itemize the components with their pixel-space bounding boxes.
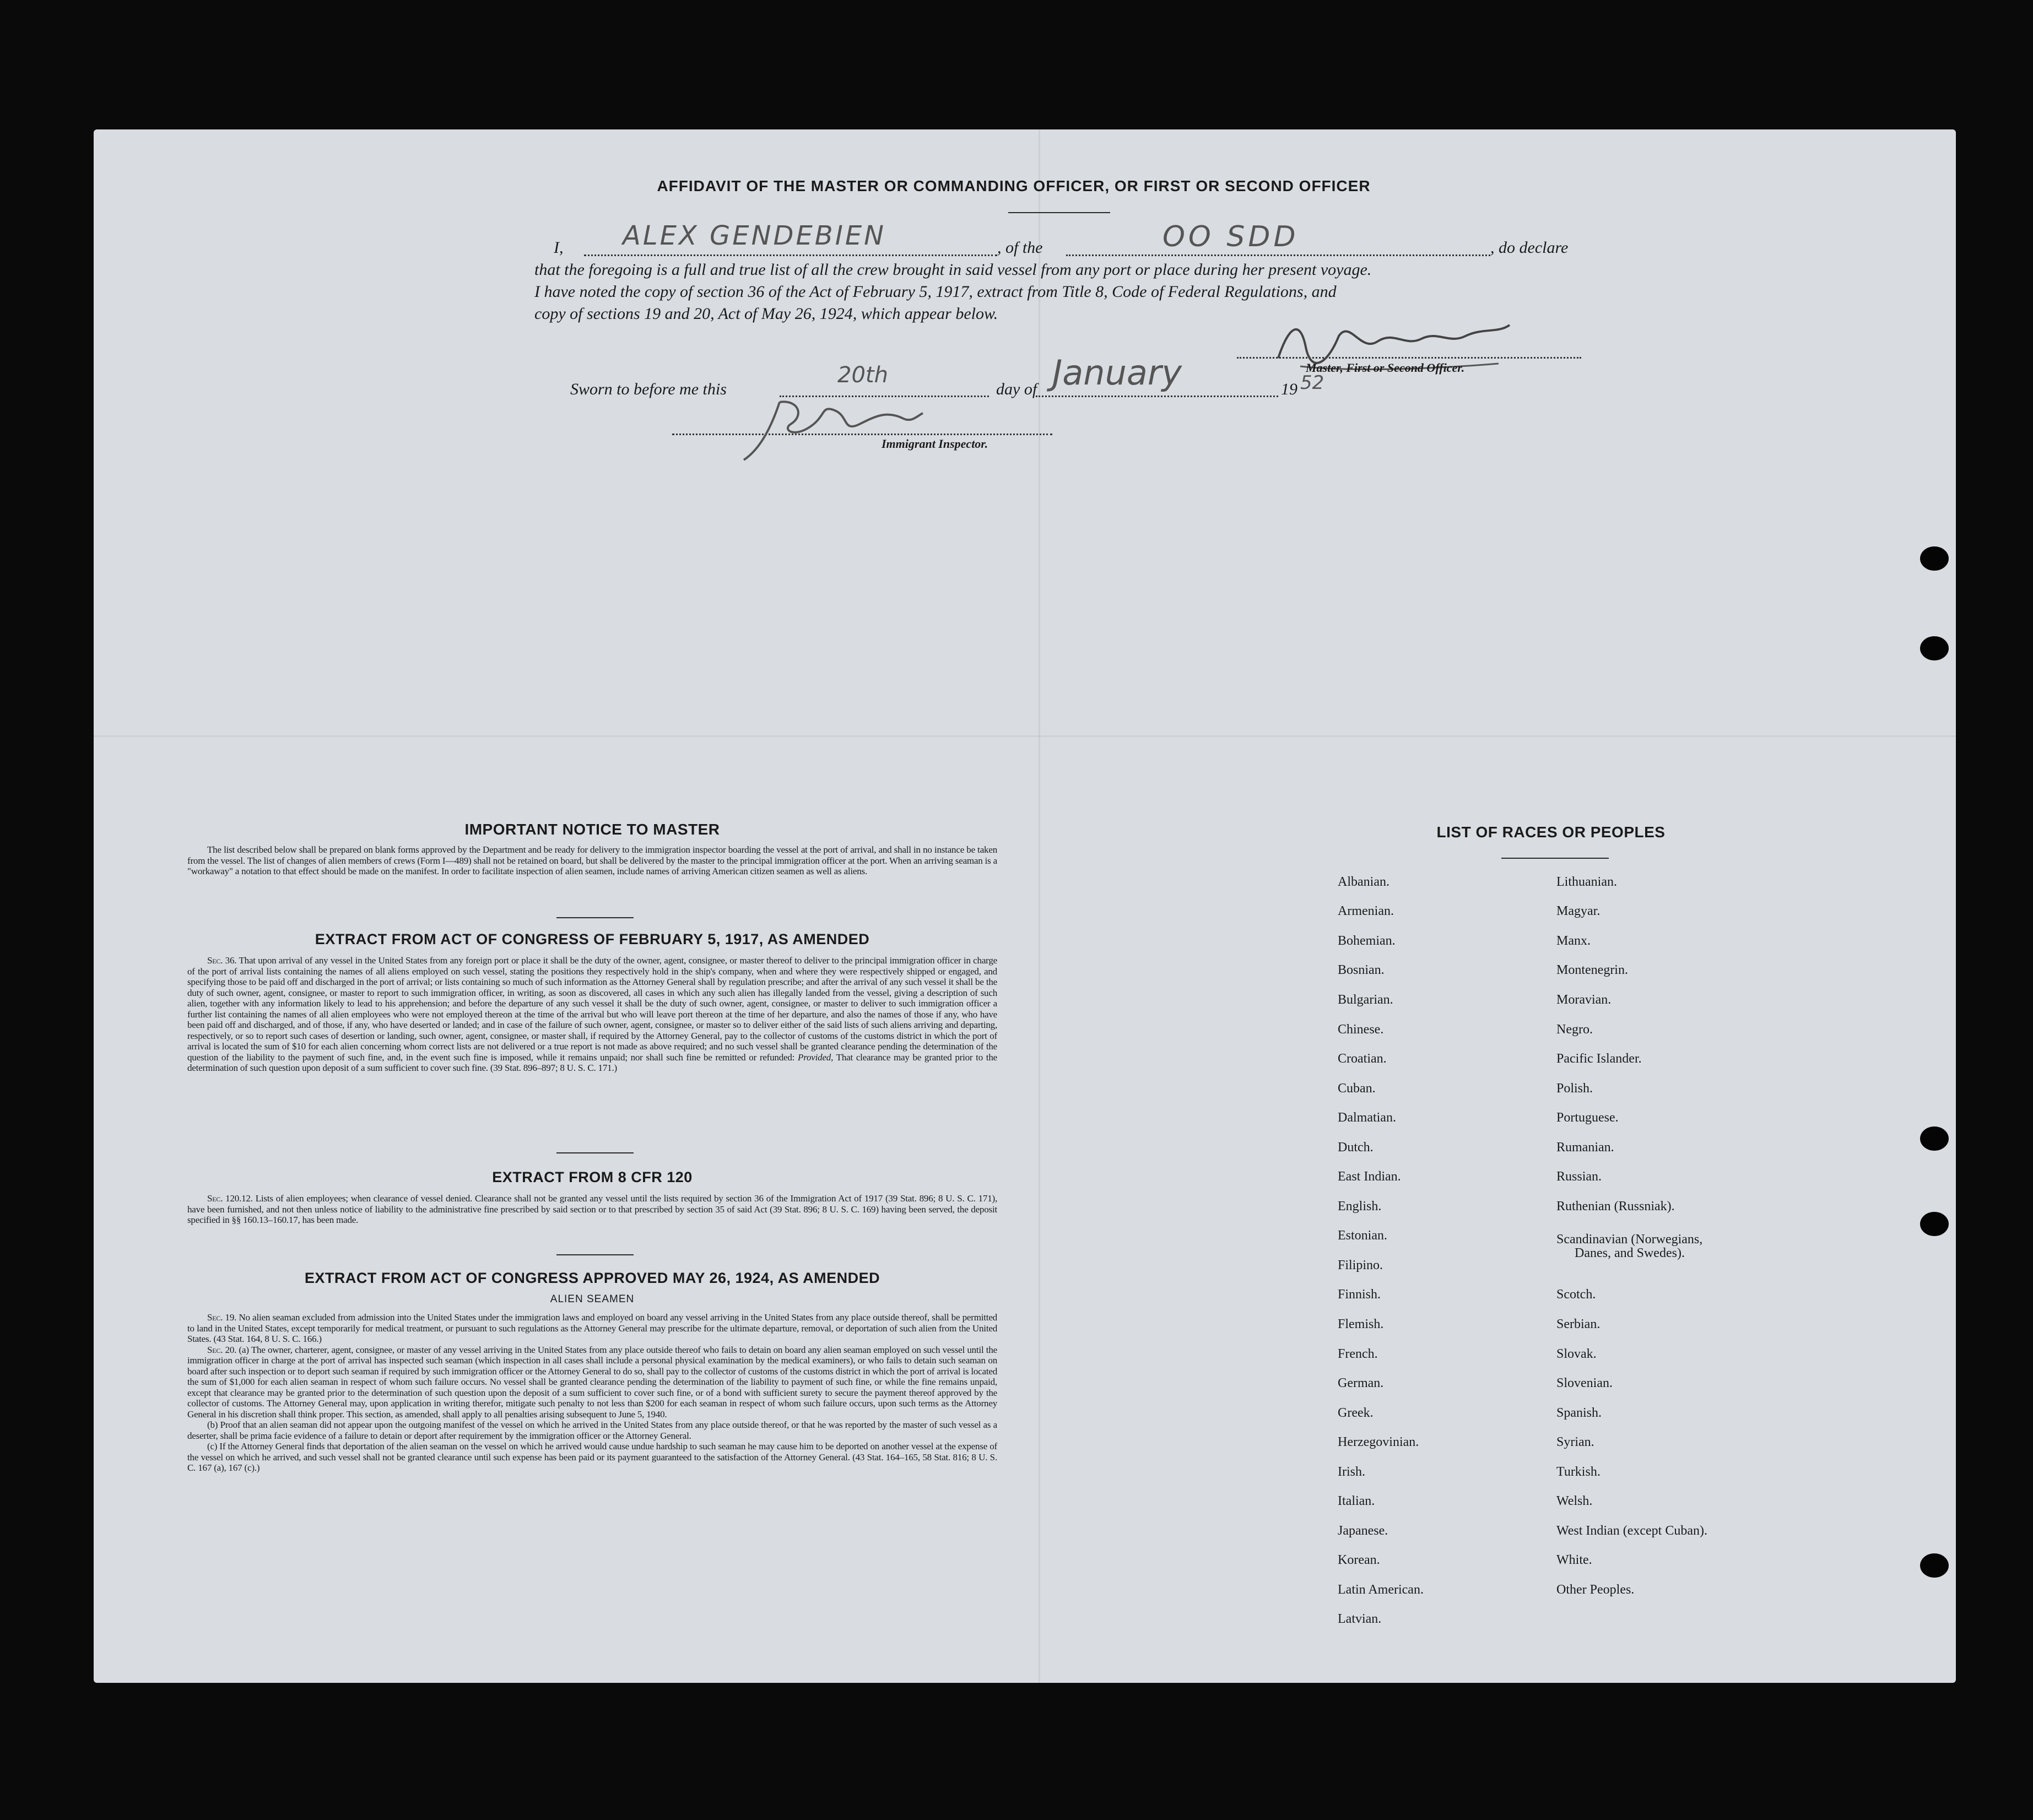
extract-1917-title: EXTRACT FROM ACT OF CONGRESS OF FEBRUARY 5, 1917, AS AMENDED <box>315 931 870 947</box>
race-item: Polish. <box>1556 1081 1593 1096</box>
section-rule <box>556 917 634 918</box>
master-name-line <box>584 254 997 256</box>
race-item: Dalmatian. <box>1338 1111 1396 1125</box>
fold-line-horizontal <box>94 735 1956 737</box>
affidavit-title: AFFIDAVIT OF THE MASTER OR COMMANDING OFFICER, OR FIRST OR SECOND OFFICER <box>657 177 1371 194</box>
race-item: Dutch. <box>1338 1140 1374 1155</box>
race-item: Bohemian. <box>1338 934 1396 948</box>
race-item: Flemish. <box>1338 1317 1384 1331</box>
section-rule <box>556 1254 634 1255</box>
race-item: Moravian. <box>1556 993 1612 1007</box>
race-item: Albanian. <box>1338 875 1389 889</box>
race-item: Serbian. <box>1556 1317 1601 1331</box>
race-item: Korean. <box>1338 1553 1380 1567</box>
race-item: Estonian. <box>1338 1228 1387 1243</box>
section-rule <box>556 1152 634 1153</box>
race-item: Welsh. <box>1556 1494 1593 1508</box>
race-item: Scandinavian (Norwegians, <box>1556 1232 1703 1247</box>
race-item: German. <box>1338 1376 1384 1390</box>
race-item: Bulgarian. <box>1338 993 1393 1007</box>
punch-hole <box>1920 1212 1949 1236</box>
race-item: Manx. <box>1556 934 1591 948</box>
affidavit-line-3: I have noted the copy of section 36 of the Act of February 5, 1917, extract from Title 8, Code of Federal Regulations, and <box>534 283 1337 301</box>
day-handwritten: 20th <box>837 362 888 388</box>
notice-body: The list described below shall be prepared on blank forms approved by the Department and be ready for delivery to the immigration inspector boarding the vessel at the port of arrival, and shall in no instance be taken from the vessel. The list of changes of alien members of crews (Form I—489) shall not be retained on board, but shall be delivered by the master to the principal immigration officer at the port. When an arriving seaman is a "workaway" a notation to that effect should be made on the manifest. In order to facilitate inspection of alien seamen, include names of arriving American citizen seamen as well as aliens. <box>187 844 997 876</box>
punch-hole <box>1920 546 1949 571</box>
vessel-name-line <box>1066 254 1490 256</box>
race-item: Pacific Islander. <box>1556 1052 1642 1066</box>
sworn-label: Sworn to before me this <box>570 380 727 398</box>
race-item: Turkish. <box>1556 1465 1601 1479</box>
race-item: Latvian. <box>1338 1612 1382 1626</box>
race-item: English. <box>1338 1199 1382 1214</box>
race-item: Spanish. <box>1556 1406 1602 1420</box>
extract-1924-body: Sec. 19. No alien seaman excluded from admission into the United States under the immigration laws and employed on board any vessel arriving in the United States from any place outside thereof, shall be permitted to land in the United States, except temporarily for medical treatment, or pursuant to such regulations as the Attorney General may prescribe for the ultimate departure, removal, or deportation of such alien from the United States. (43 Stat. 164, 8 U. S. C. 166.) Sec. 20. (a) The owner, charterer, agent, consignee, or master of any vessel arriving in the United States from any place outside thereof who fails to detain on board any alien seaman employed on such vessel until the immigration officer in charge at the port of arrival has inspected such seaman (which inspection in all cases shall include a personal physical examination by the medical examiners), or who fails to detain such seaman on board after such inspection or to deport such seaman if required by such immigration officer or the Attorney General to do so, shall pay to the collector of customs of the customs district in which the port of arrival is located the sum of $1,000 for each alien seaman in respect of whom such failure occurs. No vessel shall be granted clearance pending the determination of the liability to payment of such fine, or while the fine remains unpaid, except that clearance may be granted prior to the determination of such question upon the deposit of a sum sufficient to cover such fine, or of a bond with sufficient surety to secure the payment thereof approved by the collector of customs. The Attorney General may, upon application in writing therefor, mitigate such penalty to not less than $200 for each seaman in respect of whom such failure occurs, upon such terms as the Attorney General in his discretion shall think proper. This section, as amended, shall apply to all penalties arising subsequent to June 5, 1940. (b) Proof that an alien seaman did not appear upon the outgoing manifest of the vessel on which he arrived in the United States from any place outside thereof, or that he was reported by the master of such vessel as a deserter, shall be prima facie evidence of a failure to detain or deport after requirement by the immigration officer or the Attorney General. (c) If the Attorney General finds that deportation of the alien seaman on the vessel on which he arrived would cause undue hardship to such seaman he may cause him to be deported on another vessel at the expense of the vessel on which he arrived, and such vessel shall not be granted clearance until such expense has been paid or its payment guaranteed to the satisfaction of the Attorney General. (43 Stat. 164–165, 58 Stat. 816; 8 U. S. C. 167 (a), 167 (c).) <box>187 1312 997 1473</box>
race-item: French. <box>1338 1347 1378 1361</box>
race-item: Filipino. <box>1338 1258 1383 1272</box>
race-item: Ruthenian (Russniak). <box>1556 1199 1675 1214</box>
do-declare-label: , do declare <box>1490 239 1569 257</box>
year-handwritten: 52 <box>1300 372 1324 394</box>
race-item: Rumanian. <box>1556 1140 1614 1155</box>
race-item: Syrian. <box>1556 1435 1594 1449</box>
i-label: I, <box>554 239 564 257</box>
extract-cfr-body: Sec. 120.12. Lists of alien employees; when clearance of vessel denied. Clearance shall not be granted any vessel until the lists required by section 36 of the Immigration Act of 1917 (39 Stat. 896; 8 U. S. C. 171), have been furnished, and not then unless notice of liability to the administrative fine prescribed by said section or to that prescribed by section 35 of said Act (39 Stat. 896; 8 U. S. C. 169) having been served, the deposit specified in §§ 160.13–160.17, has been made. <box>187 1193 998 1225</box>
inspector-caption: Immigrant Inspector. <box>882 437 988 451</box>
race-item: Finnish. <box>1338 1287 1381 1302</box>
year-prefix: 19 <box>1281 380 1297 398</box>
race-item: Latin American. <box>1338 1583 1424 1597</box>
race-item: Armenian. <box>1338 904 1394 918</box>
extract-cfr-title: EXTRACT FROM 8 CFR 120 <box>492 1169 693 1185</box>
race-item: Croatian. <box>1338 1052 1387 1066</box>
master-name-handwritten: ALEX GENDEBIEN <box>623 220 886 251</box>
race-item: Montenegrin. <box>1556 963 1628 977</box>
month-handwritten: January <box>1052 353 1182 393</box>
race-item: Chinese. <box>1338 1022 1384 1037</box>
extract-1924-title: EXTRACT FROM ACT OF CONGRESS APPROVED MAY 26, 1924, AS AMENDED <box>304 1270 880 1286</box>
vessel-name-handwritten: OO SDD <box>1163 220 1299 253</box>
race-item: Slovak. <box>1556 1347 1597 1361</box>
race-item: Negro. <box>1556 1022 1593 1037</box>
race-item: Magyar. <box>1556 904 1601 918</box>
race-item: Cuban. <box>1338 1081 1376 1096</box>
of-the-label: , of the <box>997 239 1043 257</box>
race-item: West Indian (except Cuban). <box>1556 1524 1707 1538</box>
month-line <box>1036 396 1278 397</box>
race-item: Irish. <box>1338 1465 1365 1479</box>
race-item: White. <box>1556 1553 1592 1567</box>
race-item: Russian. <box>1556 1169 1602 1184</box>
punch-hole <box>1920 636 1949 660</box>
fold-line-vertical <box>1039 129 1040 1683</box>
notice-title: IMPORTANT NOTICE TO MASTER <box>464 821 720 838</box>
race-item: East Indian. <box>1338 1169 1401 1184</box>
affidavit-line-2: that the foregoing is a full and true list of all the crew brought in said vessel from any port or place during her present voyage. <box>534 261 1372 279</box>
day-of-label: day of <box>996 380 1037 398</box>
punch-hole <box>1920 1126 1949 1151</box>
affidavit-line-4: copy of sections 19 and 20, Act of May 26, 1924, which appear below. <box>534 305 998 323</box>
race-item: Slovenian. <box>1556 1376 1613 1390</box>
race-item: Italian. <box>1338 1494 1375 1508</box>
races-rule <box>1501 858 1609 859</box>
title-rule <box>1008 212 1110 213</box>
races-title: LIST OF RACES OR PEOPLES <box>1436 824 1666 841</box>
inspector-signature <box>738 394 926 465</box>
master-caption: Master, First or Second Officer. <box>1306 361 1465 375</box>
race-item: Bosnian. <box>1338 963 1385 977</box>
extract-1924-subtitle: ALIEN SEAMEN <box>550 1293 635 1305</box>
race-item: Danes, and Swedes). <box>1575 1246 1685 1260</box>
race-item: Portuguese. <box>1556 1111 1619 1125</box>
punch-hole <box>1920 1553 1949 1578</box>
race-item: Lithuanian. <box>1556 875 1617 889</box>
race-item: Herzegovinian. <box>1338 1435 1419 1449</box>
race-item: Japanese. <box>1338 1524 1388 1538</box>
extract-1917-body: Sec. 36. That upon arrival of any vessel in the United States from any foreign port or place it shall be the duty of the owner, agent, consignee, or master thereof to deliver to the principal immigration officer in charge of the port of arrival lists containing the names of all aliens employed on such vessel, stating the positions they respectively hold in the ship's company, when and where they were respectively shipped or engaged, and specifying those to be paid off and discharged in the port of arrival; or lists containing so much of such information as the Attorney General shall by regulation prescribe; and after the arrival of any such vessel it shall be the duty of such owner, agent, consignee, or master to report to such immigration officer, in writing, as soon as discovered, all cases in which any such alien has illegally landed from the vessel, giving a description of such alien, together with any information likely to lead to his apprehension; and before the departure of any such vessel it shall be the duty of such owner, agent, consignee, or master to deliver to such immigration officer a further list containing the names of all alien employees who were not employed thereon at the time of the arrival but who will leave port thereon at the time of her departure, and also the names of those if any, who have been paid off and discharged, and of those, if any, who have deserted or landed; and in case of the failure of such owner, agent, consignee, or master so to deliver either of the said lists of such aliens arriving and departing, respectively, or so to report such cases of desertion or landing, such owner, agent, consignee, or master shall, if required by the Attorney General, pay to the collector of customs of the customs district in which the port of arrival is located the sum of $10 for each alien concerning whom correct lists are not delivered or a true report is not made as above required; and no such vessel shall be granted clearance pending the determination of the question of the liability to the payment of such fine, and, in the event such fine is imposed, while it remains unpaid; nor shall such fine be remitted or refunded: Provided, That clearance may be granted prior to the determination of such question upon deposit of a sum sufficient to cover such fine. (39 Stat. 896–897; 8 U. S. C. 171.) <box>187 955 997 1073</box>
race-item: Greek. <box>1338 1406 1374 1420</box>
race-item: Other Peoples. <box>1556 1583 1635 1597</box>
race-item: Scotch. <box>1556 1287 1596 1302</box>
